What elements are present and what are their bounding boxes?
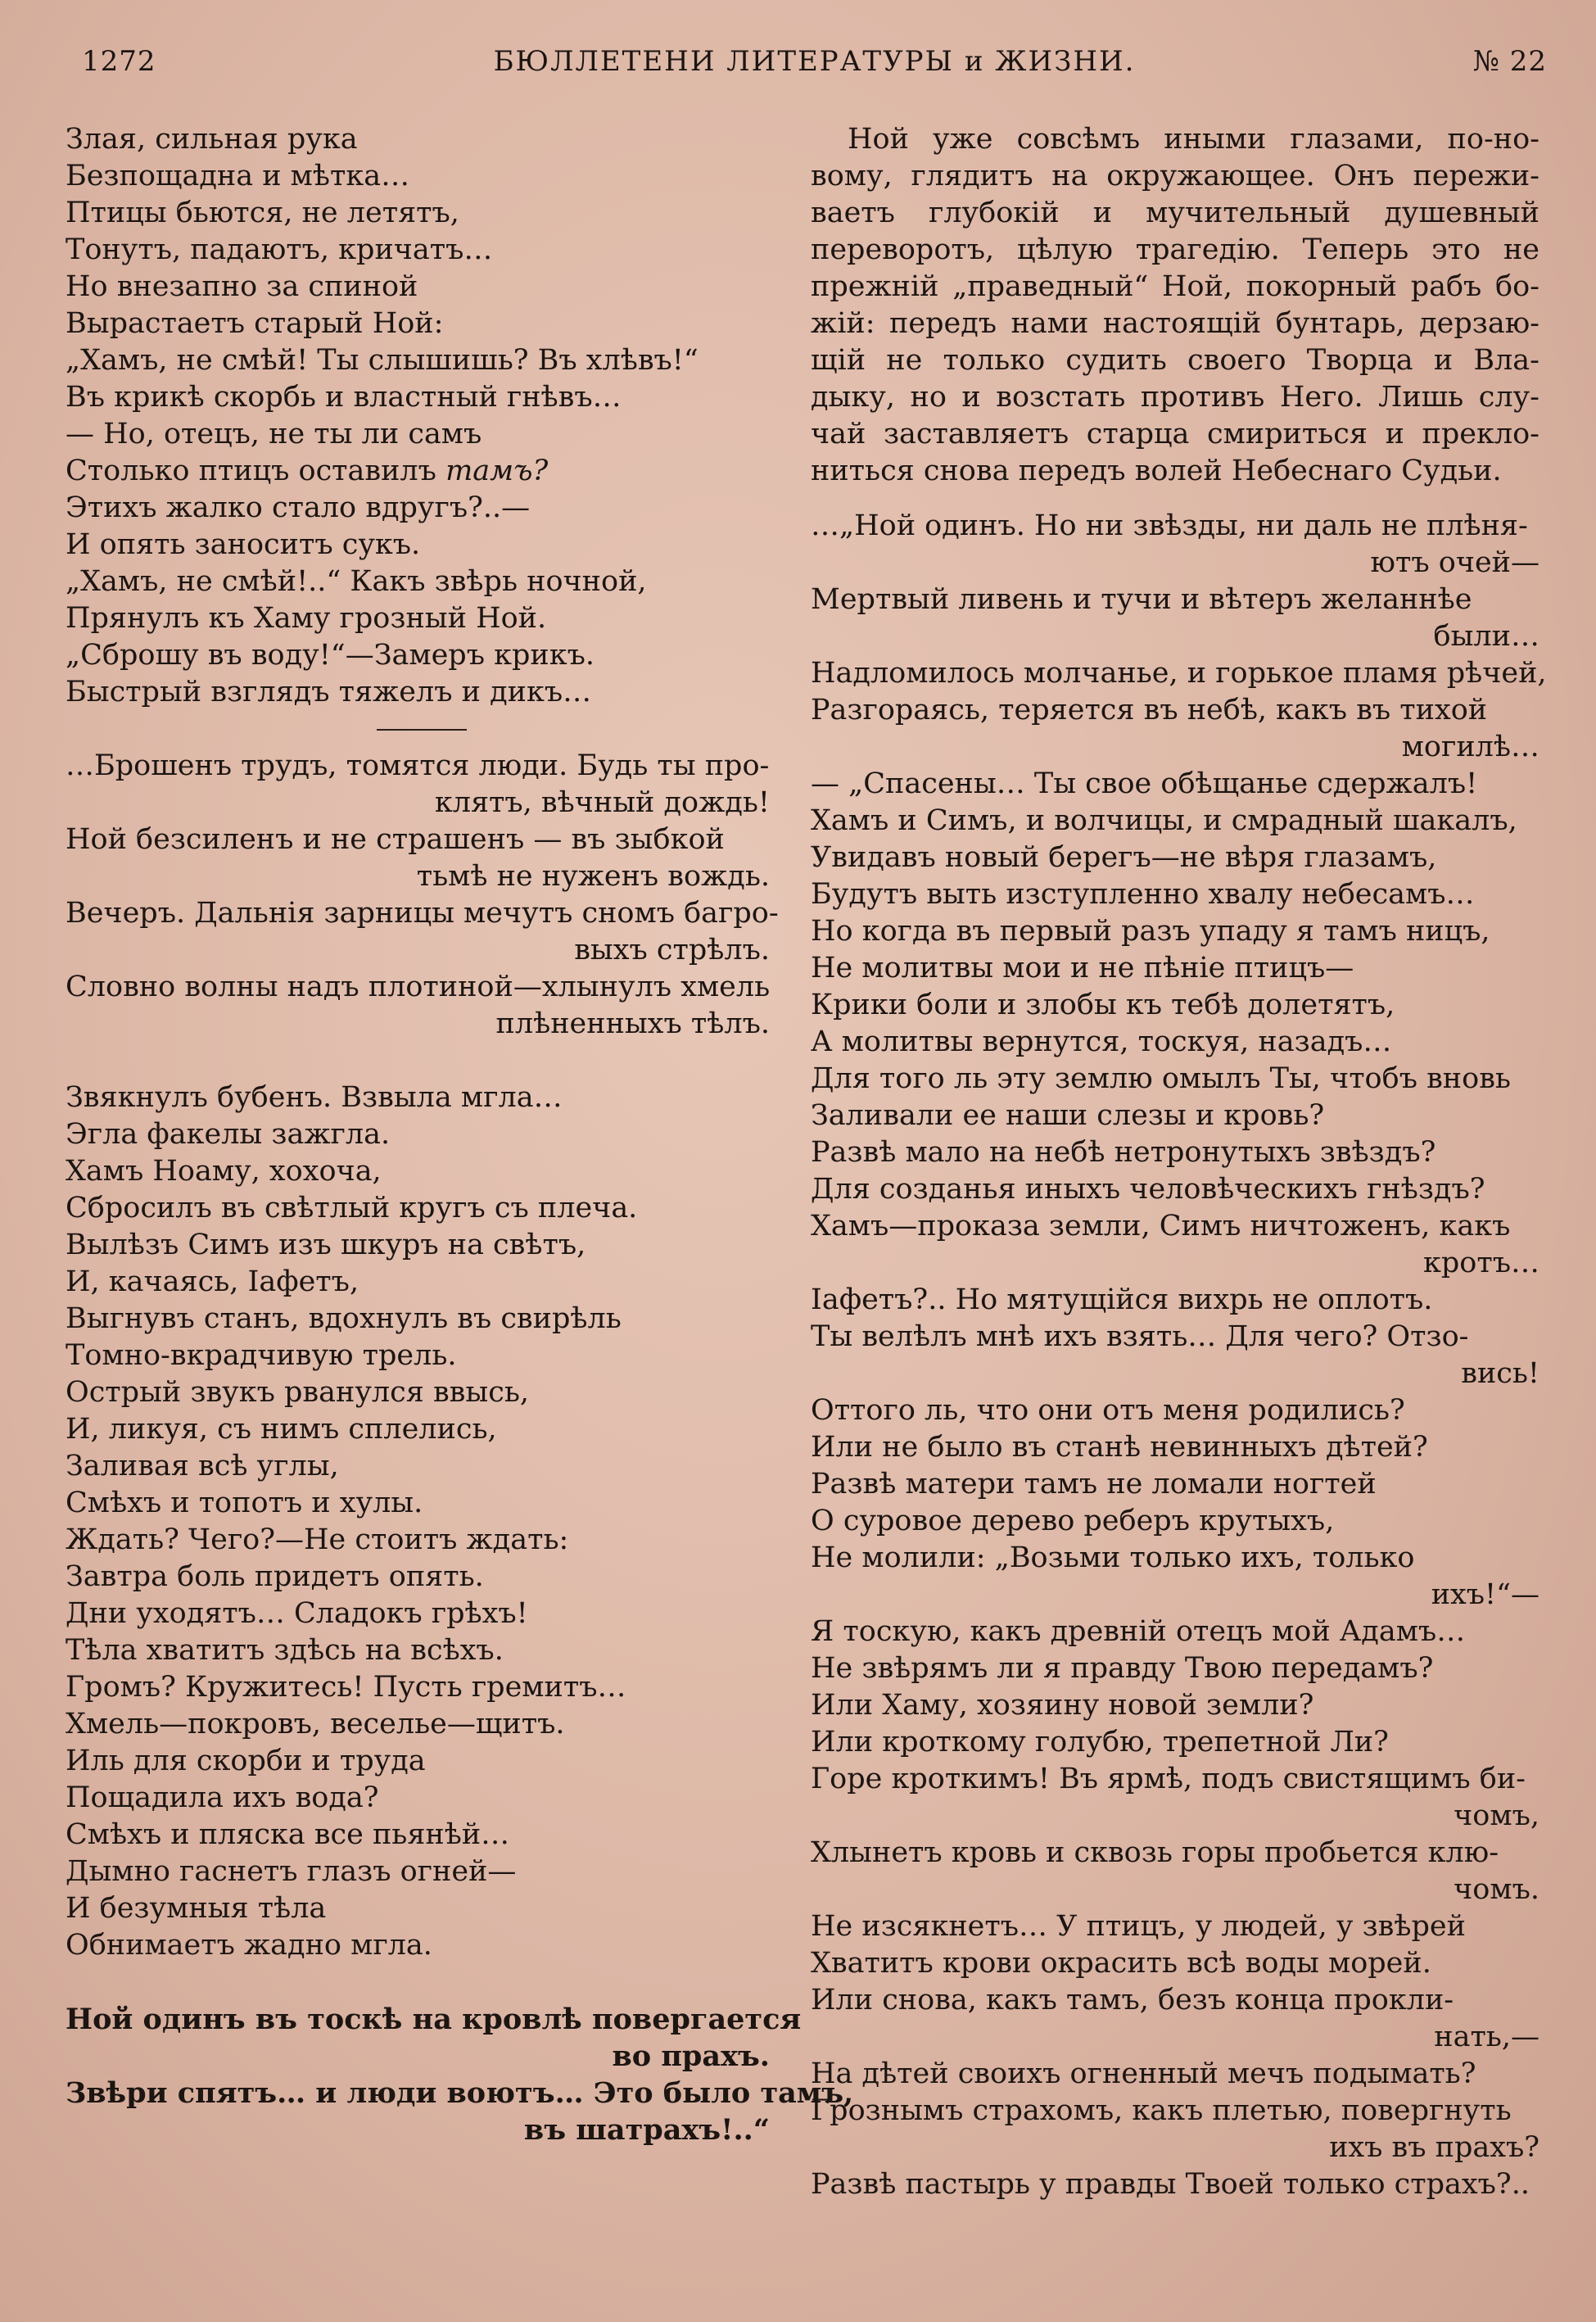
- text-line: „Хамъ, не смѣй!..“ Какъ звѣрь ночной,: [66, 565, 647, 598]
- poem-line: ютъ очей—: [1370, 546, 1539, 579]
- text-line: жій: передъ нами настоящій бунтарь, дерзаю-: [811, 307, 1539, 340]
- text-line: Острый звукъ рванулся ввысь,: [66, 1376, 530, 1409]
- poem-stanza-3: [66, 1080, 770, 1964]
- text-line: Вылѣзъ Симъ изъ шкуръ на свѣтъ,: [66, 1229, 586, 1261]
- spacer: [66, 1043, 770, 1080]
- text-line: Дымно гаснетъ глазъ огней—: [66, 1855, 517, 1888]
- text-line: Ной безсиленъ и не страшенъ — въ зыбкой: [66, 823, 725, 856]
- text-line: И опять заноситъ сукъ.: [66, 528, 421, 561]
- poem-line: …„Ной одинъ. Но ни звѣзды, ни даль не плѣня-: [811, 509, 1528, 542]
- poem-line: Для созданья иныхъ человѣческихъ гнѣздъ?: [811, 1173, 1485, 1206]
- text-line: Въ крикѣ скорбь и властный гнѣвъ…: [66, 381, 622, 414]
- text-line: И, ликуя, съ нимъ сплелись,: [66, 1413, 497, 1446]
- text-line: прежній „праведный“ Ной, покорный рабъ бо-: [811, 270, 1539, 303]
- text-line: Быстрый взглядъ тяжелъ и дикъ…: [66, 676, 592, 708]
- poem-line: Развѣ пастырь у правды Твоей только страхъ?..: [811, 2168, 1530, 2201]
- text-line: Завтра боль придетъ опять.: [66, 1560, 484, 1593]
- poem-line: Не молитвы мои и не пѣніе птицъ—: [811, 952, 1354, 984]
- text-line: — Но, отецъ, не ты ли самъ: [66, 418, 482, 450]
- text-line: Птицы бьются, не летятъ,: [66, 197, 459, 229]
- poem-line: Или Хаму, хозяину новой земли?: [811, 1689, 1314, 1722]
- text-line: въ шатрахъ!..“: [523, 2113, 770, 2147]
- poem-line: Или снова, какъ тамъ, безъ конца прокли-: [811, 1984, 1454, 2016]
- text-line: Злая, сильная рука: [66, 123, 358, 156]
- poem-line: На дѣтей своихъ огненный мечъ подымать?: [811, 2057, 1476, 2090]
- text-line: …Брошенъ трудъ, томятся люди. Будь ты про-: [66, 749, 770, 782]
- text-line: Томно-вкрадчивую трель.: [66, 1339, 457, 1372]
- poem-line: — „Спасены… Ты свое обѣщанье сдержалъ!: [811, 767, 1478, 800]
- text-line: Выгнувъ станъ, вдохнулъ въ свирѣль: [66, 1302, 622, 1335]
- poem-line: Будутъ выть изступленно хвалу небесамъ…: [811, 878, 1475, 911]
- poem-line: ихъ въ прахъ?: [1329, 2131, 1539, 2164]
- text-line: Вырастаетъ старый Ной:: [66, 307, 444, 340]
- poem-line: нать,—: [1434, 2021, 1539, 2053]
- poem-stanza-2: [66, 748, 779, 1043]
- text-line: Иль для скорби и труда: [66, 1745, 426, 1777]
- text-line: во прахъ.: [612, 2039, 770, 2073]
- poem-line: Горе кроткимъ! Въ ярмѣ, подъ свистящимъ би-: [811, 1763, 1526, 1795]
- poem-line: Но когда въ первый разъ упаду я тамъ ницъ,: [811, 915, 1490, 948]
- poem-line: чомъ,: [1454, 1799, 1539, 1832]
- poem-line: Увидавъ новый берегъ—не вѣря глазамъ,: [811, 841, 1437, 874]
- poem-line: Надломилось молчанье, и горькое пламя рѣчей,: [811, 657, 1547, 690]
- text-line: Но внезапно за спиной: [66, 270, 418, 303]
- text-line: плѣненныхъ тѣлъ.: [495, 1007, 770, 1040]
- poem-line: Крики боли и злобы къ тебѣ долетятъ,: [811, 989, 1395, 1021]
- poem-line: Для того ль эту землю омылъ Ты, чтобъ вновь: [811, 1062, 1511, 1095]
- text-line: Этихъ жалко стало вдругъ?..—: [66, 491, 531, 524]
- poem-line: Не звѣрямъ ли я правду Твою передамъ?: [811, 1652, 1434, 1685]
- poem-line: ихъ!“—: [1431, 1578, 1539, 1611]
- poem-line: Іафетъ?.. Но мятущійся вихрь не оплотъ.: [811, 1283, 1433, 1316]
- poem-line: О суровое дерево реберъ крутыхъ,: [811, 1505, 1335, 1537]
- text-line: И безумныя тѣла: [66, 1892, 327, 1925]
- poem-line: Хватитъ крови окрасить всѣ воды морей.: [811, 1947, 1431, 1980]
- poem-line: Хлынетъ кровь и сквозь горы пробьется клю-: [811, 1836, 1499, 1869]
- poem-line: были…: [1433, 620, 1539, 653]
- poem-line-italic: тамъ?: [445, 455, 549, 487]
- text-line: Громъ? Кружитесь! Пусть гремитъ…: [66, 1671, 626, 1704]
- text-line: Прянулъ къ Хаму грозный Ной.: [66, 602, 547, 635]
- page-number: 1272: [82, 45, 156, 78]
- poem-line: Не молили: „Возьми только ихъ, только: [811, 1541, 1415, 1574]
- text-line: Тѣла хватитъ здѣсь на всѣхъ.: [66, 1634, 504, 1667]
- poem-line: Оттого ль, что они отъ меня родились?: [811, 1394, 1405, 1427]
- text-line: Сбросилъ въ свѣтлый кругъ съ плеча.: [66, 1192, 638, 1224]
- poem-line: Не изсякнетъ… У птицъ, у людей, у звѣрей: [811, 1910, 1466, 1943]
- separator-rule: [377, 729, 467, 731]
- text-line: чай заставляетъ старца смириться и прекло-: [811, 418, 1539, 450]
- poem-line: [66, 453, 770, 490]
- poem-line: Хамъ и Симъ, и волчицы, и смрадный шакалъ,: [811, 804, 1517, 837]
- poem-stanza-4: [66, 2001, 854, 2148]
- poem-stanza-1: [66, 121, 770, 453]
- text-line: щій не только судить своего Творца и Вла-: [811, 344, 1539, 377]
- spacer: [66, 1964, 770, 2001]
- poem-right: [811, 508, 1547, 2203]
- poem-line: Грознымъ страхомъ, какъ плетью, повергнуть: [811, 2094, 1512, 2127]
- text-line: „Сброшу въ воду!“—Замеръ крикъ.: [66, 639, 595, 672]
- text-line: ниться снова передъ волей Небеснаго Судьи.: [811, 455, 1502, 487]
- text-line: Эгла факелы зажгла.: [66, 1118, 391, 1151]
- text-line: Обнимаетъ жадно мгла.: [66, 1929, 432, 1962]
- text-line: „Хамъ, не смѣй! Ты слышишь? Въ хлѣвъ!“: [66, 344, 699, 377]
- poem-line: кротъ…: [1423, 1247, 1539, 1279]
- poem-line: Хамъ—проказа земли, Симъ ничтоженъ, какъ: [811, 1210, 1511, 1242]
- poem-line: вись!: [1461, 1357, 1539, 1390]
- text-line: выхъ стрѣлъ.: [574, 934, 770, 966]
- text-line: Заливая всѣ углы,: [66, 1450, 339, 1482]
- poem-line: Развѣ матери тамъ не ломали ногтей: [811, 1468, 1377, 1500]
- text-line: Вечеръ. Дальнія зарницы мечутъ сномъ багро-: [66, 897, 779, 930]
- poem-line: Развѣ мало на небѣ нетронутыхъ звѣздъ?: [811, 1136, 1436, 1169]
- text-line: Безпощадна и мѣтка…: [66, 160, 410, 192]
- poem-line: Я тоскую, какъ древній отецъ мой Адамъ…: [811, 1615, 1466, 1648]
- text-line: Звякнулъ бубенъ. Взвыла мгла…: [66, 1081, 563, 1114]
- poem-stanza-1-rest: [66, 490, 770, 711]
- right-column: [811, 121, 1547, 2203]
- text-line: тьмѣ не нуженъ вождь.: [416, 860, 770, 893]
- text-line: Звѣри спятъ… и люди воютъ… Это было тамъ,: [66, 2076, 854, 2110]
- text-line: Хамъ Ноаму, хохоча,: [66, 1155, 382, 1188]
- text-line: клятъ, вѣчный дождь!: [434, 786, 770, 819]
- poem-line: Или не было въ станѣ невинныхъ дѣтей?: [811, 1431, 1428, 1464]
- poem-line: Мертвый ливень и тучи и вѣтеръ желаннѣе: [811, 583, 1472, 616]
- text-line: Тонутъ, падаютъ, кричатъ…: [66, 233, 493, 266]
- poem-line: Разгораясь, теряется въ небѣ, какъ въ тихой: [811, 694, 1488, 726]
- text-line: переворотъ, цѣлую трагедію. Теперь это не: [811, 233, 1539, 266]
- separator: [66, 711, 770, 748]
- text-line: Ной одинъ въ тоскѣ на кровлѣ повергается: [66, 2003, 802, 2036]
- poem-line: чомъ.: [1454, 1873, 1539, 1906]
- journal-title: БЮЛЛЕТЕНИ ЛИТЕРАТУРЫ и ЖИЗНИ.: [493, 45, 1136, 78]
- page-header: [82, 45, 1547, 94]
- poem-line: Или кроткому голубю, трепетной Ли?: [811, 1726, 1389, 1758]
- text-line: Ждать? Чего?—Не стоитъ ждать:: [66, 1523, 569, 1556]
- text-line: Ной уже совсѣмъ иными глазами, по-но-: [848, 123, 1539, 156]
- prose-paragraph: [811, 121, 1539, 490]
- text-line: Словно волны надъ плотиной—хлынулъ хмель: [66, 971, 771, 1003]
- text-line: Смѣхъ и топотъ и хулы.: [66, 1487, 423, 1519]
- poem-line: Ты велѣлъ мнѣ ихъ взять… Для чего? Отзо-: [811, 1320, 1469, 1353]
- poem-line: А молитвы вернутся, тоскуя, назадъ…: [811, 1025, 1392, 1058]
- poem-line: Заливали ее наши слезы и кровь?: [811, 1099, 1325, 1132]
- text-line: вому, глядитъ на окружающее. Онъ пережи-: [811, 160, 1539, 192]
- text-line: И, качаясь, Іафетъ,: [66, 1265, 359, 1298]
- text-line: Пощадила ихъ вода?: [66, 1781, 379, 1814]
- poem-line-text: Столько птицъ оставилъ: [66, 455, 446, 487]
- text-line: дыку, но и возстать противъ Него. Лишь слу-: [811, 381, 1539, 414]
- spacer: [811, 490, 1539, 508]
- text-line: Хмель—покровъ, веселье—щитъ.: [66, 1708, 565, 1740]
- text-line: Дни уходятъ… Сладокъ грѣхъ!: [66, 1597, 528, 1630]
- poem-line: могилѣ…: [1401, 731, 1539, 763]
- issue-number: № 22: [1472, 45, 1547, 78]
- text-line: Смѣхъ и пляска все пьянѣй…: [66, 1818, 510, 1851]
- text-line: ваетъ глубокій и мучительный душевный: [811, 197, 1539, 229]
- left-column: [66, 121, 854, 2148]
